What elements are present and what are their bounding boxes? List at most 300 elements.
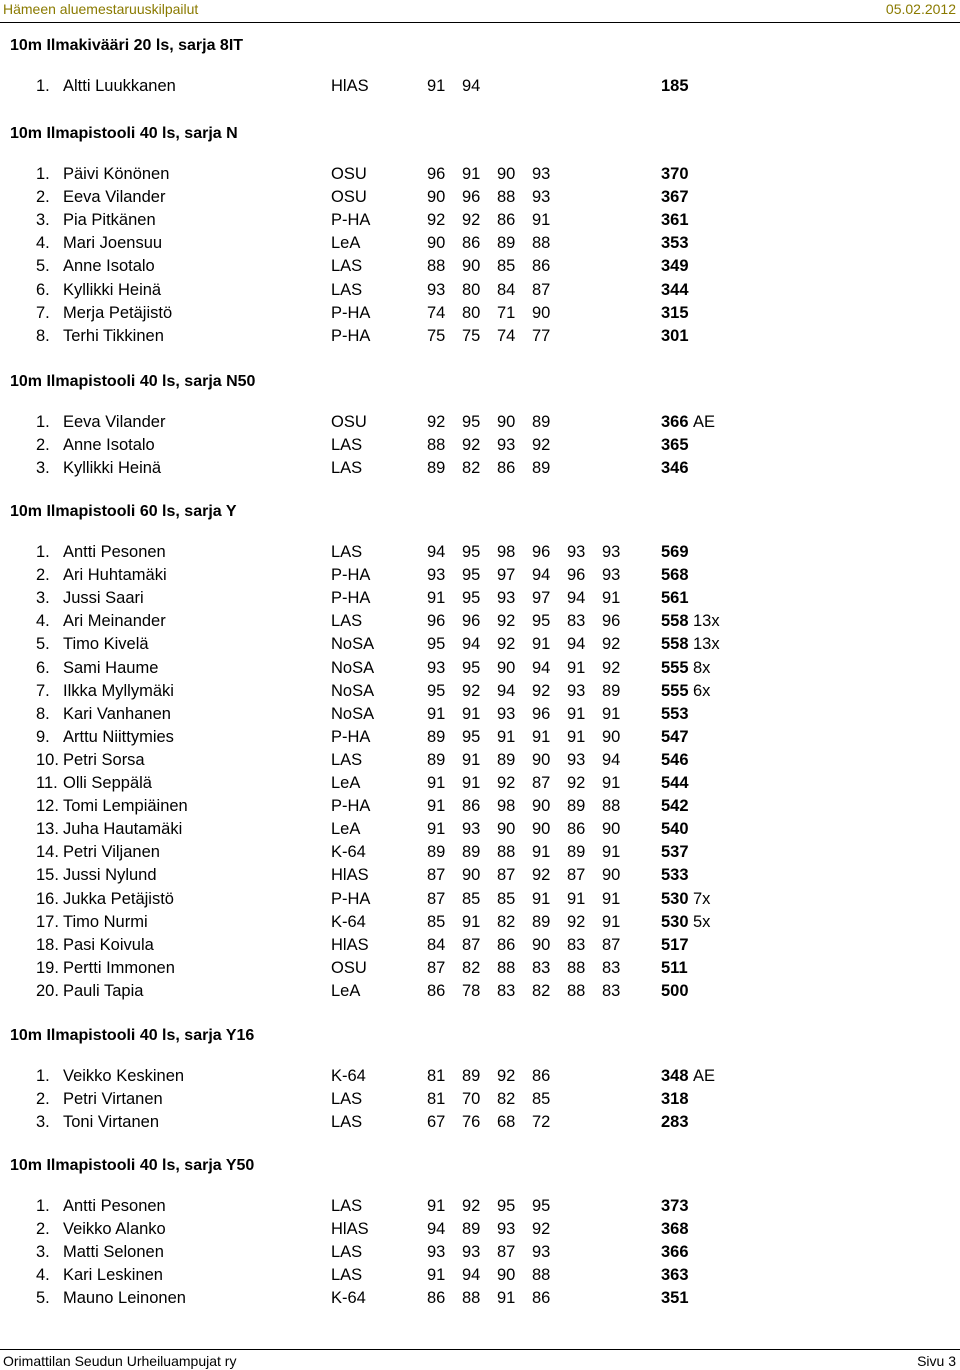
series-score: 89 <box>532 459 551 478</box>
series-score: 91 <box>427 774 446 792</box>
shooter-name: Pasi Koivula <box>63 935 154 954</box>
rank: 3. <box>36 589 50 608</box>
result-row <box>0 612 960 634</box>
series-score: 97 <box>532 589 551 608</box>
shooter-name: Antti Pesonen <box>63 543 166 561</box>
total-score: 537 <box>661 843 689 862</box>
series-score: 86 <box>497 211 516 230</box>
club: OSU <box>331 413 367 431</box>
total-score: 569 <box>661 543 689 561</box>
result-row <box>0 281 960 303</box>
series-score: 89 <box>567 843 586 862</box>
total-score: 344 <box>661 280 689 299</box>
total-score: 511 <box>661 958 688 977</box>
series-score: 94 <box>427 1220 446 1239</box>
series-score: 90 <box>497 165 516 183</box>
series-score: 91 <box>602 589 621 608</box>
result-row <box>0 436 960 458</box>
series-score: 93 <box>497 1220 516 1239</box>
total-score: 547 <box>661 727 689 746</box>
total-score: 546 <box>661 750 689 769</box>
result-row <box>0 234 960 256</box>
organizer-name: Orimattilan Seudun Urheiluampujat ry <box>3 1353 237 1369</box>
shooter-name: Kyllikki Heinä <box>63 280 162 299</box>
series-score: 77 <box>532 326 551 345</box>
rank: 4. <box>36 1266 50 1285</box>
series-score: 76 <box>462 1113 481 1132</box>
club: NoSA <box>331 681 375 700</box>
club: P-HA <box>331 727 371 746</box>
series-score: 98 <box>497 797 516 816</box>
total-score: 301 <box>661 326 689 345</box>
series-score: 94 <box>462 635 481 654</box>
series-score: 95 <box>427 681 446 700</box>
series-score: 85 <box>532 1090 551 1109</box>
shooter-name: Pauli Tapia <box>63 981 144 1000</box>
result-row <box>0 257 960 279</box>
club: LAS <box>331 1197 363 1215</box>
series-score: 88 <box>567 981 586 1000</box>
shooter-name: Veikko Alanko <box>63 1220 166 1239</box>
club: HlAS <box>331 77 369 95</box>
series-score: 86 <box>532 1067 551 1085</box>
series-score: 91 <box>602 704 621 723</box>
series-score: 91 <box>602 843 621 862</box>
series-score: 89 <box>462 843 481 862</box>
shooter-name: Antti Pesonen <box>63 1197 166 1215</box>
club: NoSA <box>331 635 375 654</box>
result-row <box>0 1067 960 1089</box>
series-score: 86 <box>462 234 481 253</box>
tiebreak-note: 5x <box>693 912 711 931</box>
series-score: 93 <box>427 658 446 677</box>
rank: 2. <box>36 1090 50 1109</box>
result-row <box>0 982 960 1004</box>
page-footer <box>0 1349 960 1370</box>
series-score: 90 <box>497 1266 516 1285</box>
series-score: 93 <box>567 750 586 769</box>
club: LAS <box>331 1090 363 1109</box>
total-score: 361 <box>661 211 689 230</box>
series-score: 94 <box>462 77 481 95</box>
series-score: 93 <box>497 436 516 455</box>
series-score: 87 <box>567 866 586 885</box>
series-score: 95 <box>462 589 481 608</box>
rank: 14. <box>36 843 59 862</box>
series-score: 84 <box>427 935 446 954</box>
result-row <box>0 751 960 773</box>
series-score: 91 <box>532 843 551 862</box>
series-score: 90 <box>602 727 621 746</box>
competition-date: 05.02.2012 <box>885 1 956 17</box>
section-title: 10m Ilmapistooli 40 ls, sarja Y16 <box>10 1027 255 1044</box>
series-score: 87 <box>427 958 446 977</box>
series-score: 87 <box>462 935 481 954</box>
series-score: 96 <box>427 165 446 183</box>
series-score: 87 <box>427 889 446 908</box>
series-score: 93 <box>427 280 446 299</box>
section-title: 10m Ilmapistooli 40 ls, sarja N50 <box>10 373 256 390</box>
club: OSU <box>331 165 367 183</box>
series-score: 93 <box>462 1243 481 1262</box>
shooter-name: Petri Sorsa <box>63 750 145 769</box>
series-score: 75 <box>427 326 446 345</box>
rank: 2. <box>36 436 50 455</box>
series-score: 90 <box>532 750 551 769</box>
rank: 1. <box>36 77 50 95</box>
series-score: 93 <box>497 704 516 723</box>
series-score: 93 <box>567 681 586 700</box>
shooter-name: Mauno Leinonen <box>63 1289 186 1308</box>
series-score: 78 <box>462 981 481 1000</box>
result-row <box>0 589 960 611</box>
result-row <box>0 959 960 981</box>
club: LAS <box>331 1113 363 1132</box>
shooter-name: Ilkka Myllymäki <box>63 681 174 700</box>
series-score: 83 <box>602 981 621 1000</box>
rank: 17. <box>36 912 59 931</box>
rank: 16. <box>36 889 59 908</box>
result-row <box>0 165 960 187</box>
series-score: 90 <box>497 820 516 839</box>
series-score: 82 <box>462 958 481 977</box>
result-row <box>0 774 960 796</box>
series-score: 95 <box>462 727 481 746</box>
result-row <box>0 728 960 750</box>
club: P-HA <box>331 889 371 908</box>
total-score: 533 <box>661 866 689 885</box>
rank: 15. <box>36 866 59 885</box>
shooter-name: Veikko Keskinen <box>63 1067 185 1085</box>
total-score: 365 <box>661 436 689 455</box>
shooter-name: Tomi Lempiäinen <box>63 797 188 816</box>
rank: 6. <box>36 658 50 677</box>
series-score: 91 <box>532 211 551 230</box>
club: K-64 <box>331 843 366 862</box>
club: LAS <box>331 1266 363 1285</box>
series-score: 88 <box>567 958 586 977</box>
series-score: 88 <box>497 188 516 207</box>
total-score: 367 <box>661 188 689 207</box>
series-score: 92 <box>462 1197 481 1215</box>
club: OSU <box>331 188 367 207</box>
series-score: 91 <box>427 1266 446 1285</box>
club: LAS <box>331 436 363 455</box>
series-score: 98 <box>497 543 516 561</box>
series-score: 92 <box>602 635 621 654</box>
series-score: 89 <box>427 727 446 746</box>
series-score: 80 <box>462 303 481 322</box>
series-score: 95 <box>462 658 481 677</box>
shooter-name: Sami Haume <box>63 658 159 677</box>
rank: 7. <box>36 303 50 322</box>
result-row <box>0 843 960 865</box>
rank: 10. <box>36 750 59 769</box>
series-score: 91 <box>462 165 481 183</box>
series-score: 91 <box>462 750 481 769</box>
shooter-name: Jussi Saari <box>63 589 144 608</box>
series-score: 85 <box>497 889 516 908</box>
series-score: 95 <box>532 612 551 631</box>
rank: 8. <box>36 326 50 345</box>
series-score: 92 <box>532 681 551 700</box>
series-score: 91 <box>462 774 481 792</box>
series-score: 90 <box>532 820 551 839</box>
series-score: 93 <box>532 188 551 207</box>
section-title: 10m Ilmapistooli 40 ls, sarja Y50 <box>10 1157 255 1174</box>
series-score: 92 <box>497 1067 516 1085</box>
result-row <box>0 1197 960 1219</box>
series-score: 71 <box>497 303 516 322</box>
series-score: 97 <box>497 566 516 585</box>
result-row <box>0 866 960 888</box>
club: LAS <box>331 612 363 631</box>
series-score: 93 <box>497 589 516 608</box>
section-title: 10m Ilmapistooli 60 ls, sarja Y <box>10 503 237 520</box>
club: P-HA <box>331 566 371 585</box>
series-score: 67 <box>427 1113 446 1132</box>
series-score: 86 <box>497 459 516 478</box>
series-score: 89 <box>462 1220 481 1239</box>
series-score: 92 <box>497 612 516 631</box>
tiebreak-note: 7x <box>693 889 711 908</box>
club: P-HA <box>331 303 371 322</box>
series-score: 90 <box>462 257 481 276</box>
club: HlAS <box>331 935 369 954</box>
rank: 2. <box>36 188 50 207</box>
series-score: 96 <box>602 612 621 631</box>
club: LeA <box>331 234 361 253</box>
series-score: 92 <box>497 635 516 654</box>
shooter-name: Ari Huhtamäki <box>63 566 167 585</box>
series-score: 91 <box>427 77 446 95</box>
result-row <box>0 1243 960 1265</box>
series-score: 94 <box>427 543 446 561</box>
series-score: 91 <box>602 774 621 792</box>
total-score: 349 <box>661 257 689 276</box>
total-score: 283 <box>661 1113 689 1132</box>
series-score: 87 <box>602 935 621 954</box>
series-score: 96 <box>462 188 481 207</box>
series-score: 91 <box>497 727 516 746</box>
series-score: 95 <box>462 413 481 431</box>
series-score: 96 <box>532 543 551 561</box>
club: OSU <box>331 958 367 977</box>
total-score: 363 <box>661 1266 689 1285</box>
series-score: 88 <box>497 843 516 862</box>
result-row <box>0 459 960 481</box>
series-score: 87 <box>497 866 516 885</box>
club: P-HA <box>331 589 371 608</box>
rank: 19. <box>36 958 59 977</box>
series-score: 83 <box>567 935 586 954</box>
club: NoSA <box>331 704 375 723</box>
tiebreak-note: AE <box>693 413 716 431</box>
series-score: 91 <box>602 889 621 908</box>
total-score: 348 <box>661 1067 689 1085</box>
series-score: 83 <box>602 958 621 977</box>
series-score: 82 <box>497 912 516 931</box>
series-score: 94 <box>602 750 621 769</box>
rank: 20. <box>36 981 59 1000</box>
series-score: 89 <box>602 681 621 700</box>
series-score: 91 <box>567 658 586 677</box>
series-score: 92 <box>532 1220 551 1239</box>
club: LeA <box>331 774 361 792</box>
series-score: 90 <box>497 413 516 431</box>
total-score: 542 <box>661 797 689 816</box>
series-score: 87 <box>427 866 446 885</box>
result-row <box>0 705 960 727</box>
shooter-name: Päivi Könönen <box>63 165 170 183</box>
series-score: 85 <box>427 912 446 931</box>
series-score: 90 <box>532 797 551 816</box>
series-score: 85 <box>462 889 481 908</box>
series-score: 87 <box>532 774 551 792</box>
series-score: 72 <box>532 1113 551 1132</box>
shooter-name: Timo Kivelä <box>63 635 149 654</box>
series-score: 90 <box>427 234 446 253</box>
result-row <box>0 543 960 565</box>
rank: 6. <box>36 280 50 299</box>
result-row <box>0 1266 960 1288</box>
series-score: 85 <box>497 257 516 276</box>
series-score: 88 <box>532 234 551 253</box>
series-score: 95 <box>497 1197 516 1215</box>
series-score: 91 <box>532 635 551 654</box>
total-score: 558 <box>661 635 689 654</box>
result-row <box>0 913 960 935</box>
shooter-name: Terhi Tikkinen <box>63 326 164 345</box>
club: LAS <box>331 543 363 561</box>
series-score: 81 <box>427 1090 446 1109</box>
result-row <box>0 797 960 819</box>
shooter-name: Altti Luukkanen <box>63 77 176 95</box>
result-row <box>0 304 960 326</box>
series-score: 86 <box>462 797 481 816</box>
rank: 5. <box>36 1289 50 1308</box>
series-score: 89 <box>532 413 551 431</box>
result-row <box>0 682 960 704</box>
rank: 2. <box>36 1220 50 1239</box>
total-score: 318 <box>661 1090 689 1109</box>
shooter-name: Anne Isotalo <box>63 257 155 276</box>
series-score: 92 <box>497 774 516 792</box>
series-score: 83 <box>567 612 586 631</box>
rank: 5. <box>36 635 50 654</box>
total-score: 500 <box>661 981 689 1000</box>
series-score: 88 <box>532 1266 551 1285</box>
series-score: 88 <box>427 257 446 276</box>
result-row <box>0 77 960 99</box>
tiebreak-note: 13x <box>693 612 720 631</box>
series-score: 91 <box>532 727 551 746</box>
total-score: 185 <box>661 77 689 95</box>
tiebreak-note: 13x <box>693 635 720 654</box>
shooter-name: Jussi Nylund <box>63 866 157 885</box>
total-score: 315 <box>661 303 689 322</box>
total-score: 517 <box>661 935 689 954</box>
total-score: 353 <box>661 234 689 253</box>
total-score: 368 <box>661 1220 689 1239</box>
rank: 7. <box>36 681 50 700</box>
series-score: 89 <box>427 843 446 862</box>
series-score: 68 <box>497 1113 516 1132</box>
result-row <box>0 188 960 210</box>
shooter-name: Kari Vanhanen <box>63 704 171 723</box>
series-score: 95 <box>462 566 481 585</box>
series-score: 92 <box>567 774 586 792</box>
series-score: 92 <box>532 436 551 455</box>
result-row <box>0 1289 960 1311</box>
rank: 1. <box>36 1067 50 1085</box>
rank: 3. <box>36 211 50 230</box>
shooter-name: Kyllikki Heinä <box>63 459 162 478</box>
series-score: 83 <box>532 958 551 977</box>
rank: 8. <box>36 704 50 723</box>
series-score: 93 <box>532 1243 551 1262</box>
club: HlAS <box>331 866 369 885</box>
club: P-HA <box>331 797 371 816</box>
result-row <box>0 211 960 233</box>
series-score: 96 <box>462 612 481 631</box>
series-score: 92 <box>602 658 621 677</box>
result-row <box>0 659 960 681</box>
series-score: 92 <box>427 413 446 431</box>
series-score: 86 <box>532 1289 551 1308</box>
series-score: 94 <box>532 566 551 585</box>
result-row <box>0 820 960 842</box>
rank: 11. <box>36 774 58 792</box>
series-score: 91 <box>497 1289 516 1308</box>
series-score: 94 <box>567 635 586 654</box>
club: LeA <box>331 981 361 1000</box>
club: LAS <box>331 750 363 769</box>
series-score: 91 <box>602 912 621 931</box>
shooter-name: Toni Virtanen <box>63 1113 160 1132</box>
series-score: 92 <box>427 211 446 230</box>
result-row <box>0 1220 960 1242</box>
result-row <box>0 936 960 958</box>
total-score: 366 <box>661 413 689 431</box>
rank: 1. <box>36 543 50 561</box>
series-score: 90 <box>602 866 621 885</box>
rank: 3. <box>36 1243 50 1262</box>
series-score: 93 <box>532 165 551 183</box>
series-score: 96 <box>532 704 551 723</box>
rank: 9. <box>36 727 50 746</box>
total-score: 373 <box>661 1197 689 1215</box>
series-score: 81 <box>427 1067 446 1085</box>
shooter-name: Pertti Immonen <box>63 958 175 977</box>
competition-title: Hämeen aluemestaruuskilpailut <box>3 1 199 17</box>
shooter-name: Pia Pitkänen <box>63 211 156 230</box>
rank: 18. <box>36 935 59 954</box>
rank: 12. <box>36 797 59 816</box>
shooter-name: Arttu Niittymies <box>63 727 174 746</box>
result-row <box>0 327 960 349</box>
shooter-name: Ari Meinander <box>63 612 166 631</box>
series-score: 93 <box>602 543 621 561</box>
shooter-name: Merja Petäjistö <box>63 303 173 322</box>
series-score: 94 <box>532 658 551 677</box>
series-score: 80 <box>462 280 481 299</box>
series-score: 91 <box>532 889 551 908</box>
result-row <box>0 1113 960 1135</box>
series-score: 70 <box>462 1090 481 1109</box>
series-score: 93 <box>427 566 446 585</box>
shooter-name: Eeva Vilander <box>63 413 166 431</box>
